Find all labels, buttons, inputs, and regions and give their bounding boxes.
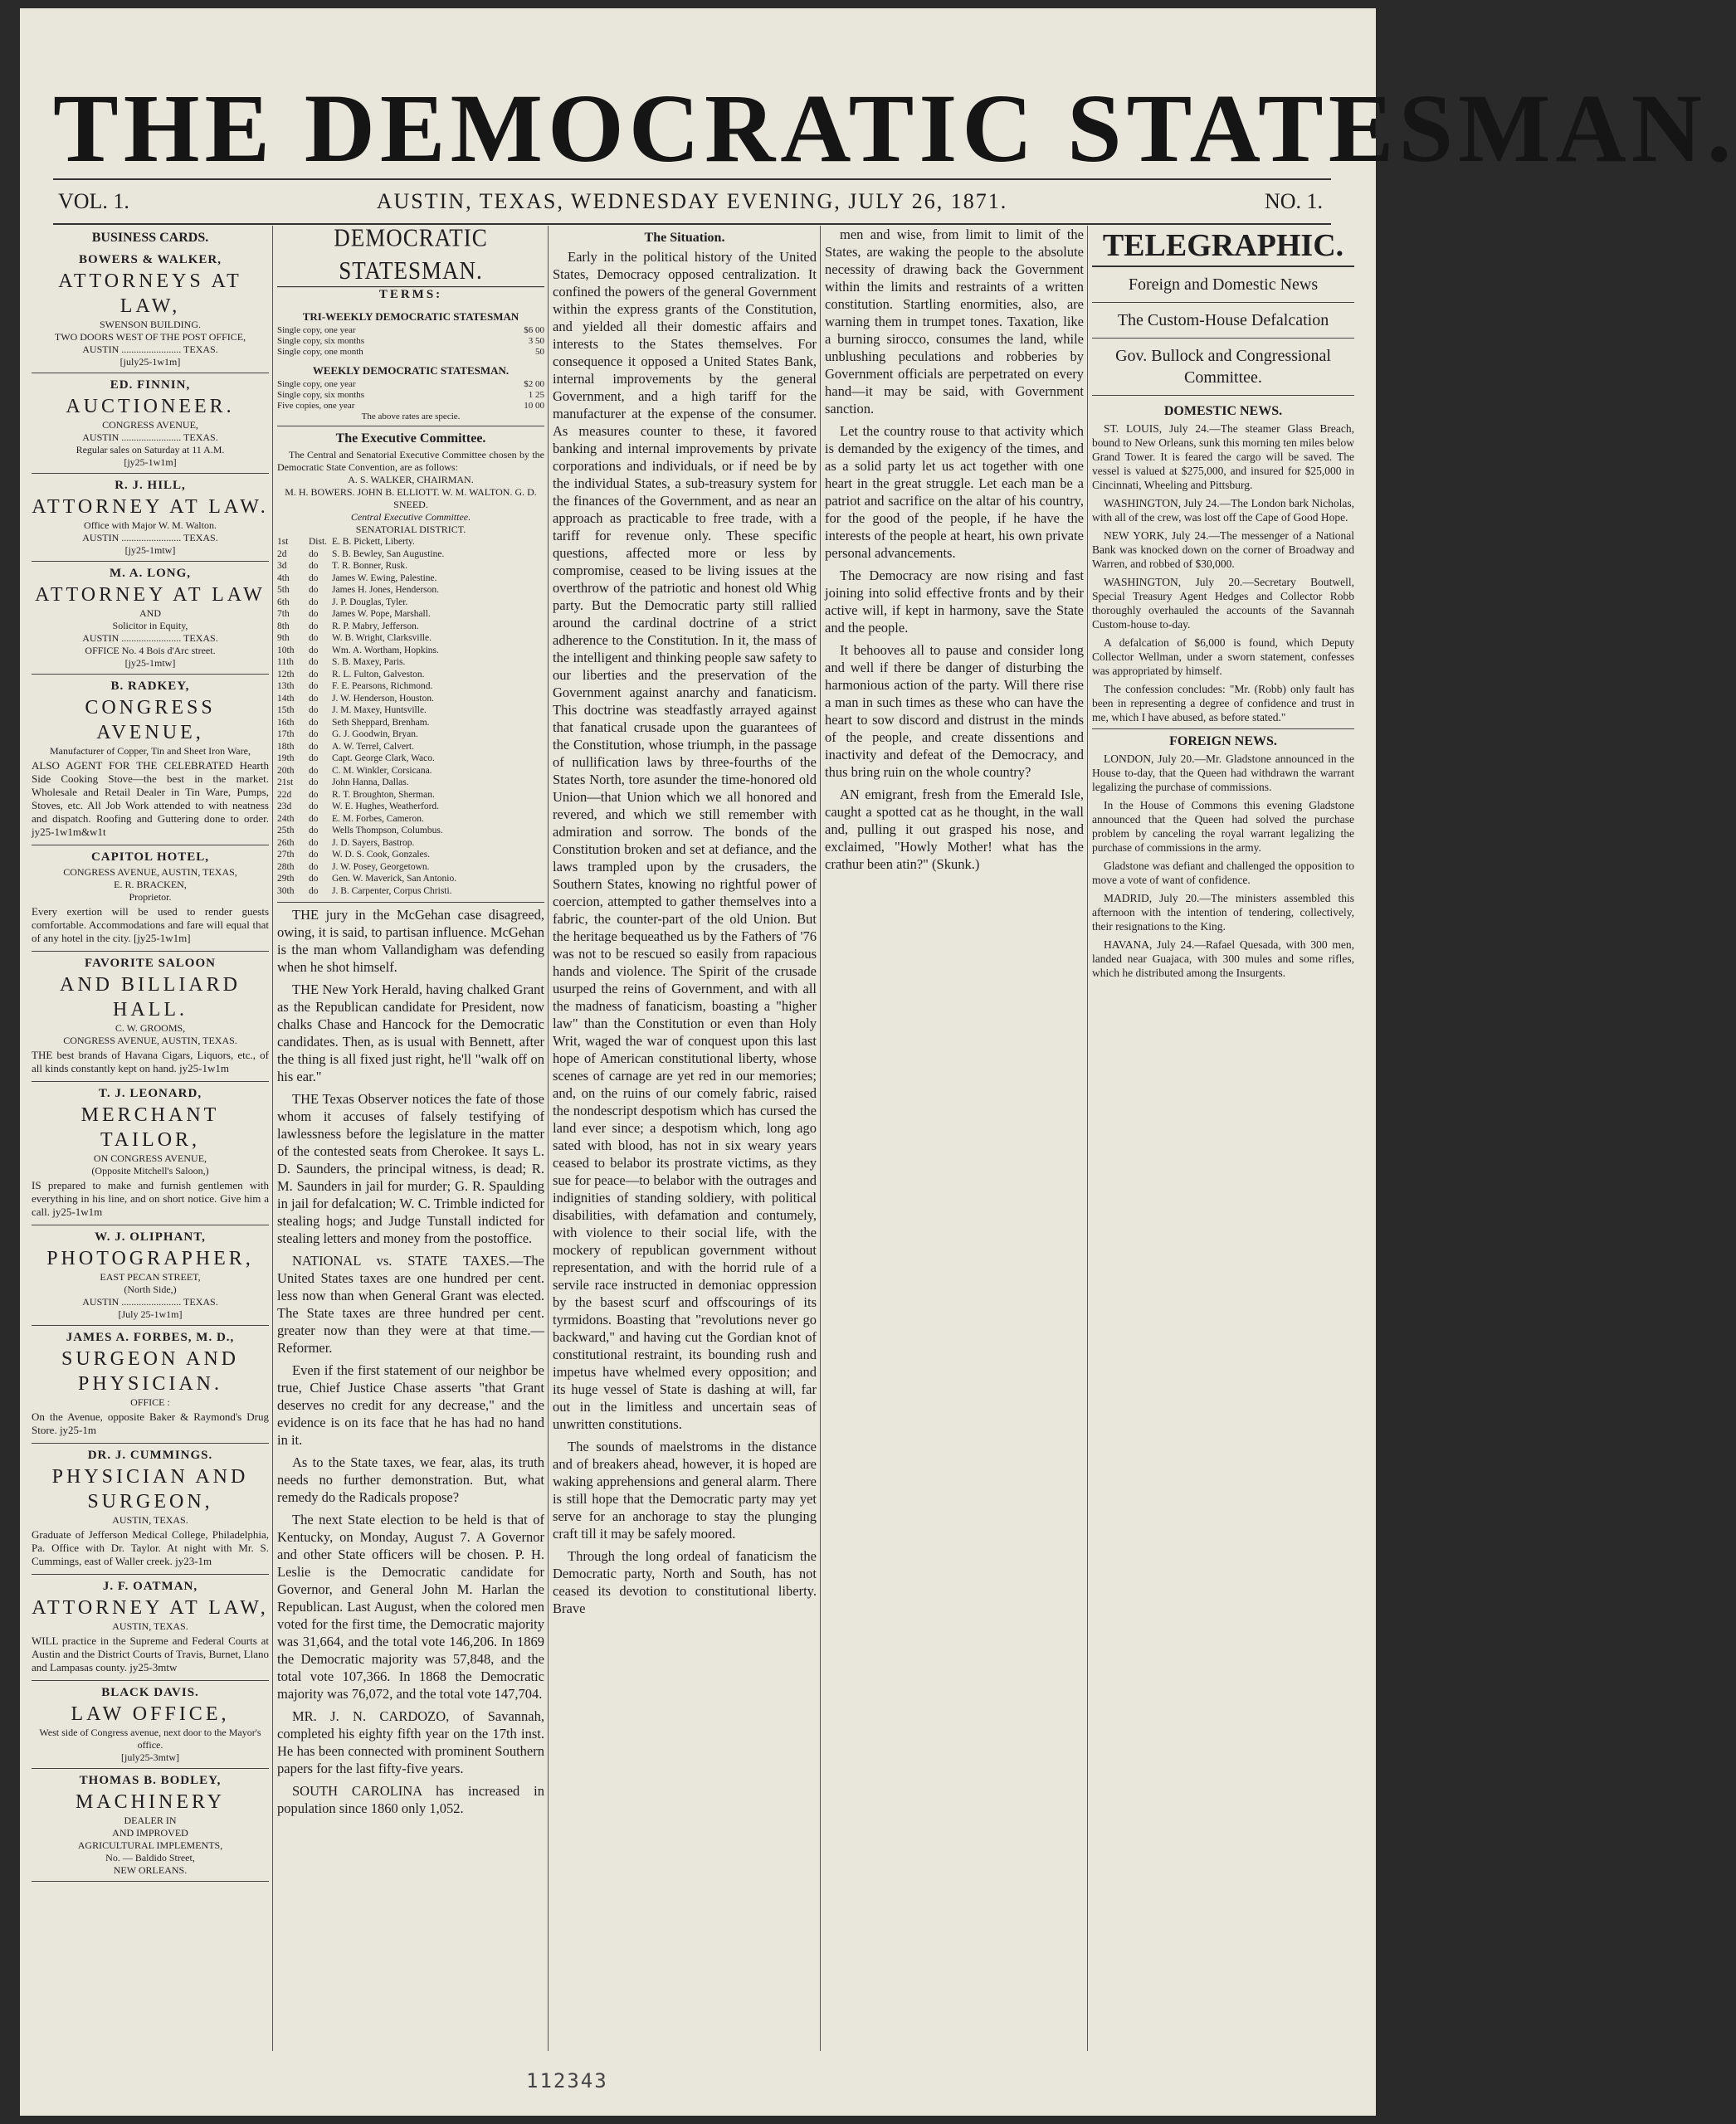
editorial-paragraph: Even if the first statement of our neighbor be true, Chief Justice Chase asserts "that Grant deserves no credit for any decrease," and the evidence is on its face that he has had no hand in it. [277, 1362, 544, 1448]
district-number: 11th [277, 657, 295, 667]
rate-label: Single copy, one year [277, 325, 356, 335]
news-item: HAVANA, July 24.—Rafael Quesada, with 300 men, landed near Guajaca, with 300 mules and some rifles, which he distributed among the Insurgents. [1092, 938, 1354, 979]
card-line: DEALER IN [124, 1815, 177, 1826]
district-ditto: do [309, 813, 319, 824]
district-ditto: do [309, 850, 319, 860]
district-member: Capt. George Clark, Waco. [332, 753, 435, 763]
district-row [277, 693, 544, 705]
district-number: 25th [277, 826, 295, 835]
card-line: AUSTIN ........................ TEXAS. [82, 632, 218, 644]
editorial-paragraph: As to the State taxes, we fear, alas, its truth needs no further demonstration. But, what remedy do the Radicals propose? [277, 1454, 544, 1505]
card-name: BLACK DAVIS. [101, 1686, 199, 1699]
district-ditto: do [309, 621, 319, 631]
district-number: 4th [277, 572, 290, 583]
rate-label: Single copy, six months [277, 336, 365, 346]
card-line: [july25-1w1m] [119, 356, 181, 368]
district-member: James W. Ewing, Palestine. [332, 572, 437, 583]
card-line: Manufacturer of Copper, Tin and Sheet Iron Ware, [50, 745, 251, 757]
card-name: M. A. LONG, [109, 567, 192, 580]
committee-members: M. H. BOWERS. JOHN B. ELLIOTT. W. M. WALTON. G. D. SNEED. [285, 486, 537, 510]
card-line: OFFICE No. 4 Bois d'Arc street. [85, 645, 216, 656]
business-card [32, 1225, 269, 1326]
card-name: R. J. HILL, [115, 479, 186, 492]
district-ditto: do [309, 657, 319, 667]
card-name: T. J. LEONARD, [98, 1087, 202, 1100]
district-ditto: do [309, 585, 319, 595]
district-ditto: do [309, 717, 319, 728]
district-row [277, 597, 544, 609]
rate-label: Five copies, one year [277, 401, 355, 411]
district-member: R. P. Mabry, Jefferson. [332, 621, 419, 631]
telegraphic-heading: TELEGRAPHIC. [1092, 226, 1354, 267]
rate-row [277, 401, 544, 412]
district-member: W. E. Hughes, Weatherford. [332, 801, 440, 811]
district-row [277, 813, 544, 826]
card-title: AUCTIONEER. [66, 396, 235, 417]
district-ditto: do [309, 789, 319, 800]
news-paragraph: AN emigrant, fresh from the Emerald Isle, caught a spotted cat as he thought, in the wall and, pulling it out grasped his nose, and exclaimed, "Howly Mother! what has the crathur been atin?" (Skunk.) [825, 787, 1084, 872]
card-title: PHOTOGRAPHER, [46, 1248, 254, 1269]
column-rule [1087, 226, 1088, 2051]
district-row [277, 717, 544, 729]
district-number: 19th [277, 753, 295, 763]
district-row [277, 572, 544, 585]
card-line: AUSTIN ........................ TEXAS. [82, 532, 218, 543]
editorial-paragraph: THE New York Herald, having chalked Grant as the Republican candidate for President, now chalks Chase and Hancock for the Democratic candidates. Then, as is usual with Bennett, after the thing is all fixed just right, he'll "walk off on his ear." [277, 982, 544, 1084]
card-name: THOMAS B. BODLEY, [79, 1774, 222, 1787]
district-row [277, 584, 544, 597]
card-line: CONGRESS AVENUE, AUSTIN, TEXAS. [63, 1035, 237, 1046]
card-line: TWO DOORS WEST OF THE POST OFFICE, [54, 331, 246, 343]
district-row [277, 861, 544, 874]
district-row [277, 704, 544, 717]
district-member: W. D. S. Cook, Gonzales. [332, 850, 431, 860]
district-row [277, 753, 544, 765]
domestic-news-heading: DOMESTIC NEWS. [1163, 404, 1283, 418]
card-text: IS prepared to make and furnish gentlemen with everything in his line, and on short notice. Give him a call. jy25-1w1m [32, 1179, 269, 1218]
district-ditto: do [309, 741, 319, 752]
rate-row [277, 347, 544, 358]
card-line: Office with Major W. M. Walton. [84, 519, 217, 531]
committee-heading: The Executive Committee. [277, 426, 544, 447]
district-ditto: do [309, 874, 319, 884]
rate-price: 1 25 [528, 390, 544, 400]
district-number: 16th [277, 717, 295, 728]
district-ditto: do [309, 837, 319, 848]
card-line: (Opposite Mitchell's Saloon,) [91, 1165, 209, 1176]
card-line: Regular sales on Saturday at 11 A.M. [76, 444, 225, 455]
business-card [32, 1769, 269, 1882]
district-member: A. W. Terrel, Calvert. [332, 741, 414, 752]
district-member: R. T. Broughton, Sherman. [332, 789, 435, 800]
card-title: PHYSICIAN AND SURGEON, [51, 1466, 249, 1513]
card-text: THE best brands of Havana Cigars, Liquors, etc., of all kinds constantly kept on hand. jy25-1w1m [32, 1049, 269, 1074]
district-number: 29th [277, 874, 295, 884]
card-title: LAW OFFICE, [71, 1703, 230, 1725]
rate-price: $2 00 [524, 379, 544, 389]
card-line: SWENSON BUILDING. [100, 319, 201, 330]
rate-label: Single copy, six months [277, 390, 365, 400]
rate-label: Single copy, one month [277, 347, 363, 357]
editorial-paragraphs [277, 902, 544, 1817]
district-member: James H. Jones, Henderson. [332, 585, 440, 595]
news-item: WASHINGTON, July 24.—The London bark Nicholas, with all of the crew, was lost off the Cape of Good Hope. [1092, 497, 1354, 524]
district-row [277, 728, 544, 741]
district-number: 8th [277, 621, 290, 631]
district-ditto: do [309, 826, 319, 835]
rate-price: 50 [535, 347, 544, 357]
card-text: Graduate of Jefferson Medical College, Philadelphia, Pa. Office with Dr. Taylor. At night with Mr. S. Cummings, east of Waller creek. jy23-1m [32, 1528, 269, 1567]
district-row [277, 645, 544, 657]
district-number: 2d [277, 548, 287, 559]
terms-heading: TERMS: [378, 288, 443, 301]
card-title: MERCHANT TAILOR, [80, 1104, 220, 1151]
card-line: AUSTIN ........................ TEXAS. [82, 431, 218, 443]
card-title: MACHINERY [75, 1791, 225, 1813]
editorial-paragraph: THE Texas Observer notices the fate of those whom it accuses of falsely testifying of lawlessness before the legislature in the matter of the contested seats from Cherokee. It says L. D. Saunders, the principal witness, is dead; R. M. Saunders in jail for murder; G. R. Spaulding in jail for defalcation; W. C. Trimble indicted for stealing hogs; and Judge Tunstall indicted for stealing letters and money from the postoffice. [277, 1091, 544, 1246]
business-card [32, 1082, 269, 1225]
district-ditto: do [309, 572, 319, 583]
district-number: 21st [277, 777, 294, 787]
business-card [32, 675, 269, 845]
editorial-paragraph: NATIONAL vs. STATE TAXES.—The United States taxes are one hundred per cent. less now than when General Grant was elected. The State taxes are three hundred per cent. greater now than they were at that time.—Reformer. [277, 1253, 544, 1356]
district-member: Seth Sheppard, Brenham. [332, 717, 430, 728]
district-number: 30th [277, 885, 295, 896]
editorial-paragraph: THE jury in the McGehan case disagreed, owing, it is said, to partisan influence. McGehan is the man whom Vallandigham was defending when he shot himself. [277, 907, 544, 975]
card-line: E. R. BRACKEN, [114, 879, 187, 890]
volume-number: VOL. 1. [58, 189, 129, 213]
district-ditto: do [309, 753, 319, 763]
card-text: On the Avenue, opposite Baker & Raymond's Drug Store. jy25-1m [32, 1410, 269, 1436]
business-card [32, 474, 269, 562]
emigrant-item [825, 786, 1084, 873]
district-ditto: do [309, 693, 319, 704]
issue-number: NO. 1. [1264, 189, 1323, 213]
district-ditto: do [309, 861, 319, 872]
card-line: [jy25-1mtw] [124, 544, 176, 556]
district-ditto: do [309, 645, 319, 655]
business-card [32, 1444, 269, 1575]
news-item: NEW YORK, July 24.—The messenger of a National Bank was knocked down on the corner of Broadway and Warren, and robbed of $30,000. [1092, 529, 1354, 570]
district-member: F. E. Pearsons, Richmond. [332, 681, 433, 691]
district-ditto: Dist. [309, 537, 328, 547]
weekly-rates [277, 379, 544, 412]
district-number: 26th [277, 837, 295, 848]
article-paragraph: The Democracy are now rising and fast joining into solid effective fronts and by their active will, if kept in harmony, save the State and the people. [825, 568, 1084, 636]
card-name: B. RADKEY, [110, 680, 190, 693]
telegraphic-subhead: The Custom-House Defalcation [1092, 309, 1354, 339]
district-row [277, 632, 544, 645]
archive-stamp: 112343 [526, 2069, 608, 2092]
triweekly-rates [277, 325, 544, 358]
district-row [277, 536, 544, 548]
district-row [277, 873, 544, 885]
card-line: NEW ORLEANS. [113, 1864, 188, 1876]
district-row [277, 885, 544, 898]
card-line: CONGRESS AVENUE, [102, 419, 198, 431]
district-ditto: do [309, 801, 319, 811]
business-card [32, 845, 269, 952]
senatorial-label: SENATORIAL DISTRICT. [355, 524, 466, 535]
district-member: J. W. Henderson, Houston. [332, 693, 434, 704]
rate-price: 3 50 [528, 336, 544, 346]
district-ditto: do [309, 561, 319, 571]
district-member: J. P. Douglas, Tyler. [332, 597, 408, 607]
district-number: 14th [277, 693, 295, 704]
card-line: EAST PECAN STREET, [100, 1271, 201, 1283]
district-number: 1st [277, 537, 289, 547]
card-line: Solicitor in Equity, [112, 620, 188, 631]
dateline-bar [53, 178, 1331, 225]
weekly-heading: WEEKLY DEMOCRATIC STATESMAN. [312, 364, 510, 377]
card-name: W. J. OLIPHANT, [95, 1230, 206, 1244]
editorial-paragraph: SOUTH CAROLINA has increased in population since 1860 only 1,052. [277, 1783, 544, 1816]
foreign-news-heading: FOREIGN NEWS. [1092, 728, 1354, 750]
district-ditto: do [309, 609, 319, 619]
editorial-paragraph: The next State election to be held is that of Kentucky, on Monday, August 7. A Governor and other State officers will be chosen. P. H. Leslie is the Democratic candidate for Governor, and General John M. Harlan the Republican. Last August, when the colored men voted for the first time, the Democratic majority was 31,664, and the total vote 146,206. In 1869 the Democratic majority was 57,848, and the total vote 107,366. In 1868 the Democratic majority was 76,072, and the total vote 147,704. [277, 1512, 544, 1702]
card-title: ATTORNEYS AT LAW, [58, 270, 242, 317]
business-cards-list [32, 248, 269, 1882]
district-member: S. B. Maxey, Paris. [332, 657, 406, 667]
district-member: G. J. Goodwin, Bryan. [332, 729, 418, 739]
telegraphic-subhead: Gov. Bullock and Congressional Committee. [1092, 345, 1354, 396]
committee-chairman: A. S. WALKER, CHAIRMAN. [348, 474, 474, 485]
district-number: 17th [277, 729, 295, 739]
district-number: 7th [277, 609, 290, 619]
card-line: AGRICULTURAL IMPLEMENTS, [77, 1839, 223, 1851]
card-line: AUSTIN, TEXAS. [112, 1620, 188, 1632]
column-rule [820, 226, 821, 2051]
district-row [277, 825, 544, 837]
district-number: 6th [277, 597, 290, 607]
district-row [277, 765, 544, 777]
district-member: James W. Pope, Marshall. [332, 609, 431, 619]
news-item: A defalcation of $6,000 is found, which Deputy Collector Wellman, under a sworn statement, confesses was appropriated by himself. [1092, 636, 1354, 677]
card-name: ED. FINNIN, [110, 378, 191, 392]
district-number: 18th [277, 741, 295, 752]
card-name: J. F. OATMAN, [102, 1580, 198, 1593]
business-cards-column [32, 226, 269, 2051]
district-ditto: do [309, 729, 319, 739]
rate-label: Single copy, one year [277, 379, 356, 389]
district-row [277, 789, 544, 801]
card-name: FAVORITE SALOON [85, 957, 216, 970]
card-title: ATTORNEY AT LAW. [32, 496, 269, 518]
article-paragraph: Early in the political history of the United States, Democracy opposed centralization. It confined the powers of the general Government within the express grants of the Constitution, and yielded all their domestic affairs and interests to the States themselves. For consequence it opposed a United States Bank, internal improvements by the general Government, and a high tariff for the manufacturer at the expense of the consumer. As measures counter to these, it favored banking and internal improvements by private corporations and individuals, or if need be by the individual States, a sub-treasury system for the finances of the Government, and as near an approach as practicable to free trade, with a tariff for revenue only. These specific questions, affected more or less by compromise, ceased to be living issues at the overthrow of the patriotic and honest old Whig party. But the Democratic party still rallied around the cardinal doctrine of a strict adherence to the Constitution. In it, the mass of the intelligent and thinking people saw safety to our liberties and the preservation of the Government against anarchy and fanaticism. This doctrine was steadfastly arrayed against that fanatical crusade upon the guarantees of the Constitution, whose triumph, in the passage of nullification laws by three-fourths of the States North, tore asunder the time-honored old Union—that Union which we all honored and revered, and which we still remember with admiration and sorrow. The bonds of the Constitution broken and set at defiance, and the laws trampled upon by the crusaders, the Southern States, knowing no rightful power of coercion, attempted to gather themselves into a fabric, the counter-part of the old Union. But the heritage bequeathed us by the Fathers of '76 was not to be rescued so easily from rapacious hands and violence. The Spirit of the crusade usurped the reins of Government, and with all the madness of fanaticism, boasting a "higher law" than the Constitution or even than Holy Writ, waged the war of conquest upon this last hope of American constitutional liberty, whose scenes of carnage are yet red in our memories; and, on the ruins of our comely fabric, raised the nondescript despotism which has cursed the land ever since; a despotism which, long ago sated with blood, has not in six weary years ceased to belabor its prostrate victims, as they sue for peace—to belabor with the outrages and indignities of standing soldiery, with political disabilities, with defamation and contumely, with violence to their social life, with the mockery of republican government without representation, and with the horrid rule of a servile race instructed in demoniac oppression by the basest scurf and offscourings of its tyrmidons. Boasting that "revolutions never go backward," and having cut the Gordian knot of constitutional restraint, its bounding rush and impetus have whelmed every opposition; and its huge vessel of State is dashing at will, far out in the limitless and uncertain seas of unwritten constitutions. [553, 249, 817, 1432]
card-name: CAPITOL HOTEL, [90, 850, 210, 864]
card-line: West side of Congress avenue, next door to the Mayor's office. [39, 1727, 261, 1751]
masthead-title: THE DEMOCRATIC STATESMAN. [53, 74, 1736, 183]
rate-price: 10 00 [524, 401, 544, 411]
card-name: BOWERS & WALKER, [78, 253, 222, 266]
district-member: C. M. Winkler, Corsicana. [332, 765, 432, 776]
rate-row [277, 336, 544, 347]
card-line: AND IMPROVED [112, 1827, 188, 1839]
district-number: 20th [277, 765, 295, 776]
district-number: 12th [277, 669, 295, 680]
card-line: C. W. GROOMS, [115, 1022, 186, 1034]
district-number: 5th [277, 585, 290, 595]
district-member: E. B. Pickett, Liberty. [332, 537, 415, 547]
district-list [277, 536, 544, 897]
district-row [277, 548, 544, 561]
committee-intro: The Central and Senatorial Executive Committee chosen by the Democratic State Convention, are as follows: [277, 449, 544, 473]
news-item: The confession concludes: "Mr. (Robb) only fault has been in representing a degree of confidence and trust in me, which I have abused, as before stated." [1092, 683, 1354, 723]
statesman-column [277, 223, 544, 2051]
card-line: AUSTIN ........................ TEXAS. [82, 1296, 218, 1308]
card-text: WILL practice in the Supreme and Federal Courts at Austin and the District Courts of Travis, Burnet, Llano and Lampasas county. jy25-3mtw [32, 1634, 269, 1673]
district-member: J. M. Maxey, Huntsville. [332, 705, 427, 715]
district-number: 10th [277, 645, 295, 655]
district-row [277, 669, 544, 681]
district-row [277, 560, 544, 572]
card-line: No. — Baldido Street, [105, 1852, 195, 1863]
district-number: 15th [277, 705, 295, 715]
district-row [277, 608, 544, 621]
district-ditto: do [309, 705, 319, 715]
card-line: [jy25-1mtw] [124, 657, 176, 669]
district-ditto: do [309, 548, 319, 559]
business-card [32, 1681, 269, 1769]
business-card [32, 373, 269, 474]
business-card [32, 562, 269, 675]
district-number: 27th [277, 850, 295, 860]
triweekly-heading: TRI-WEEKLY DEMOCRATIC STATESMAN [302, 310, 519, 323]
article-paragraph: The sounds of maelstroms in the distance and of breakers ahead, however, it is hoped are waking apprehensions and general alarm. There is still hope that the Democratic party may yet serve for an anchorage to stay the plunging craft till it may be safely moored. [553, 1439, 817, 1542]
central-committee-label: Central Executive Committee. [350, 511, 471, 523]
district-member: John Hanna, Dallas. [332, 777, 409, 787]
paper-nameplate: DEMOCRATIC STATESMAN. [277, 222, 544, 287]
district-member: Wm. A. Wortham, Hopkins. [332, 645, 439, 655]
telegraphic-subhead: Foreign and Domestic News [1092, 274, 1354, 303]
article-continuation [825, 226, 1084, 781]
district-ditto: do [309, 681, 319, 691]
business-card [32, 1575, 269, 1681]
card-line: [jy25-1w1m] [124, 456, 177, 468]
continuation-column [825, 226, 1084, 2051]
business-card [32, 248, 269, 373]
district-member: Wells Thompson, Columbus. [332, 826, 443, 835]
card-title: SURGEON AND PHYSICIAN. [61, 1348, 239, 1395]
district-ditto: do [309, 765, 319, 776]
district-row [277, 837, 544, 850]
district-member: W. B. Wright, Clarksville. [332, 633, 432, 643]
district-ditto: do [309, 597, 319, 607]
district-member: J. B. Carpenter, Corpus Christi. [332, 885, 452, 896]
news-item: ST. LOUIS, July 24.—The steamer Glass Breach, bound to New Orleans, sunk this morning ten miles below Grand Tower. It is feared the cargo will be saved. The vessel is valued at $275,000, and insured for $25,000 in Cincinnati, Wheeling and Pittsburg. [1092, 422, 1354, 491]
card-title: AND BILLIARD HALL. [60, 974, 241, 1021]
district-number: 28th [277, 861, 295, 872]
district-ditto: do [309, 633, 319, 643]
article-heading: The Situation. [644, 231, 725, 245]
rate-price: $6 00 [524, 325, 544, 335]
news-item: In the House of Commons this evening Gladstone announced that the Queen had solved the purchase problem by canceling the royal warrant legalizing the purchase of commissions in the army. [1092, 799, 1354, 854]
business-card [32, 952, 269, 1082]
article-paragraph: Through the long ordeal of fanaticism the Democratic party, North and South, has not ceased its devotion to constitutional liberty. Brave [553, 1548, 817, 1616]
district-ditto: do [309, 777, 319, 787]
district-row [277, 680, 544, 693]
card-title: ATTORNEY AT LAW [35, 584, 266, 606]
news-item: MADRID, July 20.—The ministers assembled this afternoon with the intention of tendering, collectively, their resignations to the King. [1092, 892, 1354, 933]
card-line: Proprietor. [129, 891, 172, 903]
district-row [277, 849, 544, 861]
issue-date: AUSTIN, TEXAS, WEDNESDAY EVENING, JULY 26, 1871. [376, 189, 1008, 213]
news-item: Gladstone was defiant and challenged the opposition to move a vote of want of confidence. [1092, 860, 1354, 886]
situation-column [553, 226, 817, 2051]
rate-row [277, 390, 544, 401]
district-number: 3d [277, 561, 287, 571]
district-ditto: do [309, 669, 319, 680]
district-number: 24th [277, 813, 295, 824]
news-item: WASHINGTON, July 20.—Secretary Boutwell, Special Treasury Agent Hedges and Collector Robb thoroughly overhauled the accounts of the Savannah Custom-house to-day. [1092, 576, 1354, 631]
district-number: 22d [277, 789, 292, 800]
district-row [277, 777, 544, 789]
rates-note: The above rates are specie. [361, 412, 461, 421]
card-name: DR. J. CUMMINGS. [87, 1449, 213, 1462]
column-rule [548, 226, 549, 2051]
rate-row [277, 379, 544, 390]
district-member: Gen. W. Maverick, San Antonio. [332, 874, 457, 884]
district-member: E. M. Forbes, Cameron. [332, 813, 424, 824]
card-line: (North Side,) [124, 1284, 177, 1295]
district-member: J. W. Posey, Georgetown. [332, 861, 430, 872]
district-row [277, 741, 544, 753]
card-line: AND [139, 607, 161, 619]
district-member: S. B. Bewley, San Augustine. [332, 548, 445, 559]
district-row [277, 621, 544, 633]
telegraphic-column [1092, 226, 1354, 2051]
card-title: CONGRESS AVENUE, [85, 697, 216, 743]
district-member: J. D. Sayers, Bastrop. [332, 837, 415, 848]
card-line: ON CONGRESS AVENUE, [93, 1152, 207, 1164]
district-number: 23d [277, 801, 292, 811]
card-line: AUSTIN ........................ TEXAS. [82, 343, 218, 355]
rate-row [277, 325, 544, 336]
article-paragraph: Let the country rouse to that activity which is demanded by the exigency of the times, and as a solid party let us act together with one heart in the great struggle. Let each man be a patriot and sacrifice on the altar of his country, for the good of the people, if he have the interests of the people at heart, his own private personal advancements. [825, 423, 1084, 561]
card-line: OFFICE : [130, 1396, 170, 1408]
district-member: T. R. Bonner, Rusk. [332, 561, 408, 571]
article-body [553, 248, 817, 1617]
card-line: [july25-3mtw] [121, 1751, 179, 1763]
news-item: LONDON, July 20.—Mr. Gladstone announced in the House to-day, that the Queen had withdrawn the warrant legalizing the purchase of commissions. [1092, 753, 1354, 793]
business-card [32, 1326, 269, 1444]
article-paragraph: It behooves all to pause and consider long and well if there be danger of disturbing the harmonious action of the party. Will there rise a man in such times as these who can have the heart to sow discord and distrust in the minds of the people, and create dissentions and inactivity and defeat of the Democracy, and thus bring ruin on the whole country? [825, 642, 1084, 780]
district-member: R. L. Fulton, Galveston. [332, 669, 425, 680]
card-text: ALSO AGENT FOR THE CELEBRATED Hearth Side Cooking Stove—the best in the market. Wholesale and Retail Dealer in Tin Ware, Pumps, Stoves, etc. All Job Work attended to with neatness and dispatch. Roofing and Guttering done to order. jy25-1w1m&w1t [32, 759, 269, 838]
foreign-news-list [1092, 752, 1354, 980]
column-rule [272, 226, 273, 2051]
card-title: ATTORNEY AT LAW, [32, 1597, 269, 1619]
card-line: AUSTIN, TEXAS. [112, 1514, 188, 1526]
card-text: Every exertion will be used to render guests comfortable. Accommodations and fare will equal that of any hotel in the city. [jy25-1w1m] [32, 905, 269, 944]
editorial-paragraph: MR. J. N. CARDOZO, of Savannah, completed his eighty fifth year on the 17th inst. He has been connected with prominent Southern papers for the last fifty-five years. [277, 1708, 544, 1776]
district-row [277, 656, 544, 669]
article-paragraph: men and wise, from limit to limit of the States, are waking the people to the absolute necessity of drawing back the Government within the limits and restraints of a written constitution. Startling enormities, also, are warning them in trumpet tones. Taxation, like a burning sirocco, consumes the land, while unblushing peculations and robberies by Government officials are perpetrated on every hand—it may be said, with Government sanction. [825, 227, 1084, 417]
card-name: JAMES A. FORBES, M. D., [66, 1331, 235, 1344]
column-heading: BUSINESS CARDS. [91, 231, 209, 245]
card-line: [July 25-1w1m] [118, 1308, 183, 1320]
district-number: 9th [277, 633, 290, 643]
district-ditto: do [309, 885, 319, 896]
district-number: 13th [277, 681, 295, 691]
card-line: CONGRESS AVENUE, AUSTIN, TEXAS, [63, 866, 237, 878]
district-row [277, 801, 544, 813]
newspaper-page [20, 8, 1736, 2116]
domestic-news-list [1092, 421, 1354, 724]
